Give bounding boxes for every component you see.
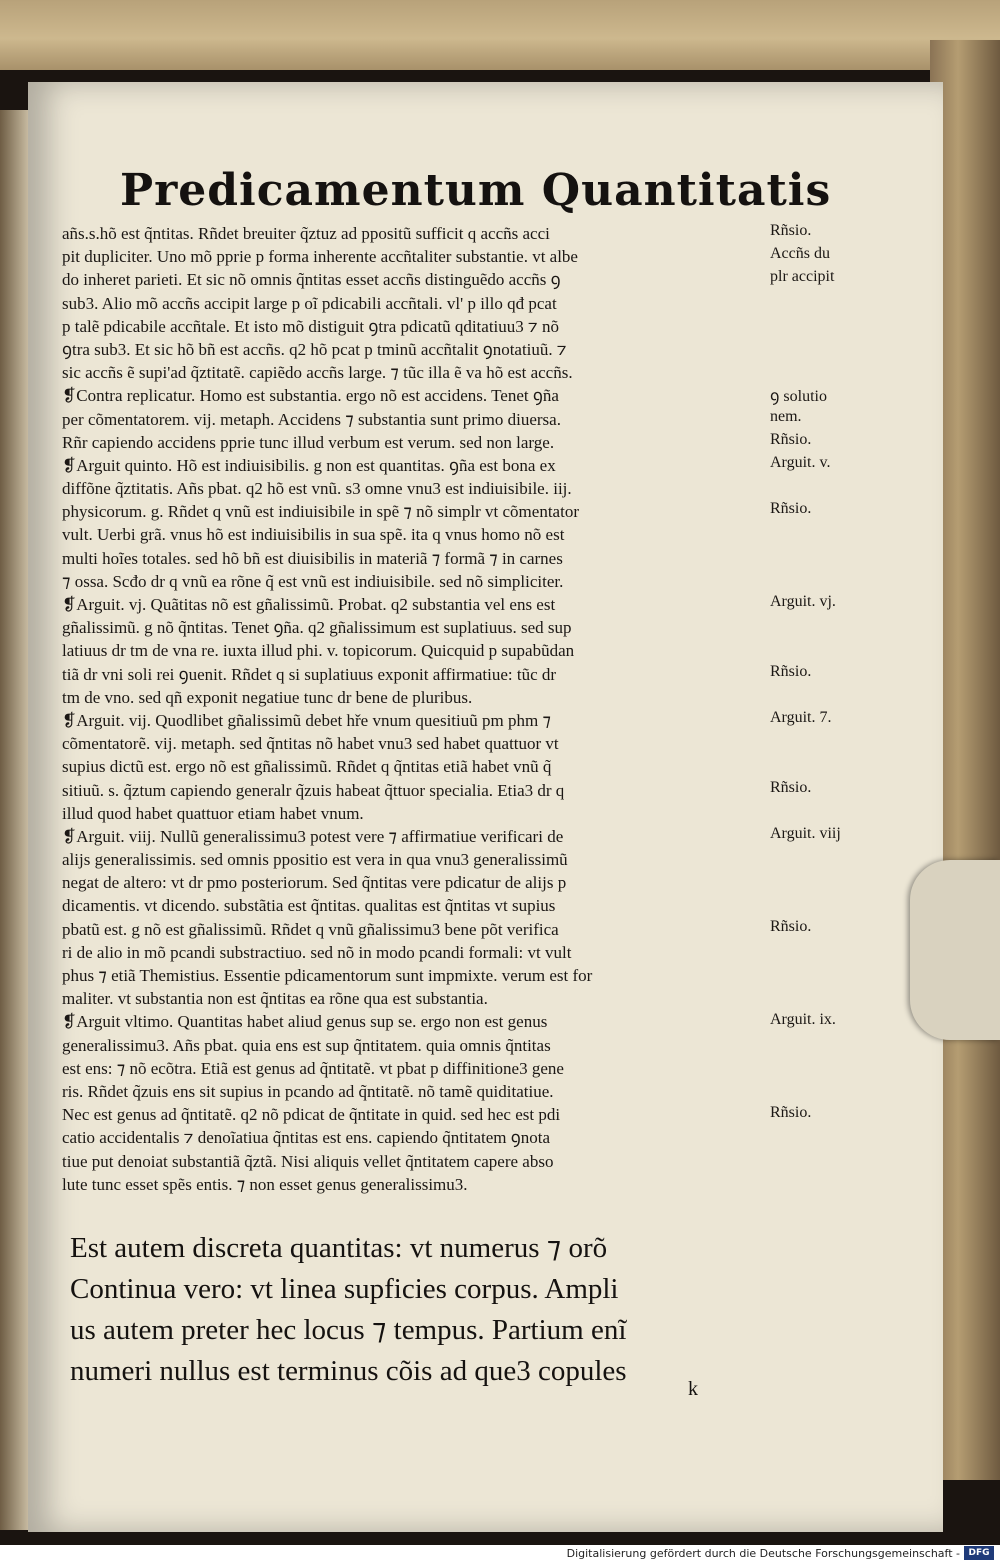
text-line: ❡Arguit. vj. Quãtitas nõ est gñalissimũ. Probat. q2 substantia vel ens est [62,595,556,614]
marginal-note: Rñsio. [770,500,812,518]
marginal-note: Accñs du [770,245,830,263]
body-text [62,222,762,1196]
bookmark-clip [910,860,1000,1040]
text-line: Rñr capiendo accidens pprie tunc illud verbum est verum. sed non large. [62,432,555,452]
lemma-line: Continua vero: vt linea supficies corpus. Ampli [70,1273,619,1305]
text-line: dicamentis. vt dicendo. substãtia est q̃ntitas. qualitas est q̃ntitas vt supius [62,896,556,916]
text-line: negat de altero: vt dr pmo posteriorum. Sed q̃ntitas vere pdicatur de alijs p [62,873,567,893]
marginal-note: Arguit. vj. [770,593,836,611]
lemma-line: us autem preter hec locus ⁊ tempus. Partium enĩ [70,1314,627,1346]
marginal-note: Arguit. ix. [770,1010,836,1028]
text-line: vult. Uerbi grã. vnus hõ est indiuisibilis in sua spẽ. ita q vnus homo nõ est [62,525,565,545]
text-line: p talẽ pdicabile accñtale. Et isto mõ distiguit ꝯtra pdicatũ qditatiuu3 ⁊ nõ [62,316,559,336]
text-line: illud quod habet quattuor etiam habet vnum. [62,803,364,823]
text-line: ⁊ ossa. Scđo dr q vnũ ea rõne q̃ est vnũ est indiuisibile. sed nõ simpliciter. [62,571,564,591]
text-line: physicorum. g. Rñdet q vnũ est indiuisibile in spẽ ⁊ nõ simplr vt cõmentator [62,502,579,522]
text-line: Nec est genus ad q̃ntitatẽ. q2 nõ pdicat de q̃ntitate in quid. sed hec est pdi [62,1105,561,1125]
text-line: latiuus dr tm de vna re. iuxta illud phi. v. topicorum. Quicquid p supabũdan [62,641,575,661]
marginal-note: plr accipit [770,268,835,286]
text-line: phus ⁊ etiã Themistius. Essentie pdicamentorum sunt impmixte. verum est for [62,966,593,985]
text-line: ri de alio in mõ pcandi substractiuo. sed nõ in modo pcandi formali: vt vult [62,942,572,962]
text-line: sic accñs ẽ supi'ad q̃ztitatẽ. capiẽdo accñs large. ⁊ tũc illa ẽ va hõ est accñs. [62,363,573,383]
text-line: gñalissimũ. g nõ q̃ntitas. Tenet ꝯña. q2 gñalissimum est suplatiuus. sed sup [62,618,572,638]
text-line: per cõmentatorem. vij. metaph. Accidens ⁊ substantia sunt primo diuersa. [62,409,561,429]
lemma-line: Est autem discreta quantitas: vt numerus ⁊ orõ [70,1232,608,1264]
marginal-note: Rñsio. [770,778,812,796]
book-top-edge [0,0,1000,70]
marginal-note: Arguit. viij [770,825,841,843]
marginal-note: Rñsio. [770,1103,812,1121]
text-line: diffõne q̃ztitatis. Añs pbat. q2 hõ est vnũ. s3 omne vnu3 est indiuisibile. iij. [62,479,572,499]
text-line: cõmentatorẽ. vij. metaph. sed q̃ntitas nõ habet vnu3 sed habet quattuor vt [62,734,559,754]
text-line: ꝯtra sub3. Et sic hõ bñ est accñs. q2 hõ pcat p tminũ accñtalit ꝯnotatiuũ. ⁊ [62,339,567,359]
text-line: sub3. Alio mõ accñs accipit large p oĩ pdicabili accñtali. vl' p illo qđ pcat [62,293,557,313]
text-line: pbatũ est. g nõ est gñalissimũ. Rñdet q vnũ gñalissimu3 bene põt verifica [62,919,559,939]
marginal-note: Arguit. v. [770,454,831,471]
text-line: catio accidentalis ⁊ denoĩatiua q̃ntitas est ens. capiendo q̃ntitatem ꝯnota [62,1128,550,1148]
footer-credit: Digitalisierung gefördert durch die Deutsche Forschungsgemeinschaft - [566,1547,960,1560]
text-line: lute tunc esset spẽs entis. ⁊ non esset genus generalissimu3. [62,1174,468,1194]
marginal-note: Rñsio. [770,222,812,239]
dfg-logo-icon: DFG [964,1546,994,1560]
text-line: tiã dr vni soli rei ꝯuenit. Rñdet q si suplatiuus exponit affirmatiue: tũc dr [62,664,557,684]
text-line: ❡Arguit. vij. Quodlibet gñalissimũ debet hře vnum quesitiuũ pm phm ⁊ [62,710,551,730]
marginal-note: Arguit. 7. [770,709,832,727]
marginal-note: Rñsio. [770,918,812,935]
text-line: est ens: ⁊ nõ ecõtra. Etiã est genus ad q̃ntitatẽ. vt pbat p diffinitione3 gene [62,1058,564,1078]
text-line: tiue put denoiat substantiã q̃ztã. Nisi aliquis vellet q̃ntitatem capere abso [62,1151,554,1171]
lemma-line: numeri nullus est terminus cõis ad que3 copules [70,1355,627,1387]
text-line: pit dupliciter. Uno mõ pprie p forma inherente accñtaliter substantie. vt albe [62,247,578,267]
text-line: alijs generalissimis. sed omnis ppositio est vera in qua vnu3 generalissimũ [62,850,568,870]
marginal-note: Rñsio. [770,662,812,680]
marginal-note: Rñsio. [770,430,812,448]
text-line: generalissimu3. Añs pbat. quia ens est sup q̃ntitatem. quia omnis q̃ntitas [62,1035,551,1055]
text-line: tm de vno. sed qñ exponit negatiue tunc dr bene de pluribus. [62,687,473,707]
text-line: ❡Arguit. viij. Nullũ generalissimu3 potest vere ⁊ affirmatiue verificari de [62,826,564,846]
text-line: maliter. vt substantia non est q̃ntitas ea rõne qua est substantia. [62,989,488,1009]
text-line: ris. Rñdet q̃zuis ens sit supius in pcando ad q̃ntitatẽ. nõ tamẽ quiditatiue. [62,1081,554,1101]
lemma-text [70,1228,760,1392]
text-line: ❡Contra replicatur. Homo est substantia. ergo nõ est accidens. Tenet ꝯña [62,386,559,406]
text-line: añs.s.hõ est q̃ntitas. Rñdet breuiter q̃ztuz ad ppositũ sufficit q accñs acci [62,224,550,243]
signature-mark: k [688,1378,698,1400]
running-head: Predicamentum Quantitatis [120,165,832,216]
text-line: ❡Arguit vltimo. Quantitas habet aliud genus sup se. ergo non est genus [62,1012,548,1032]
marginal-note: nem. [770,407,802,425]
text-line: ❡Arguit quinto. Hõ est indiuisibilis. g non est quantitas. ꝯña est bona ex [62,455,556,475]
text-line: supius dictũ est. ergo nõ est gñalissimũ. Rñdet q q̃ntitas etiã habet vnũ q̃ [62,757,552,777]
text-line: sitiuũ. s. q̃ztum capiendo generalr q̃zuis habeat q̃ttuor specialia. Etia3 dr q [62,780,565,800]
text-line: do inheret parieti. Et sic nõ omnis q̃ntitas esset accñs distinguẽdo accñs ꝯ [62,270,561,290]
text-line: multi hoĩes totales. sed hõ bñ est diuisibilis in materiã ⁊ formã ⁊ in carnes [62,548,563,568]
marginal-note: ꝯ solutio [770,388,827,406]
